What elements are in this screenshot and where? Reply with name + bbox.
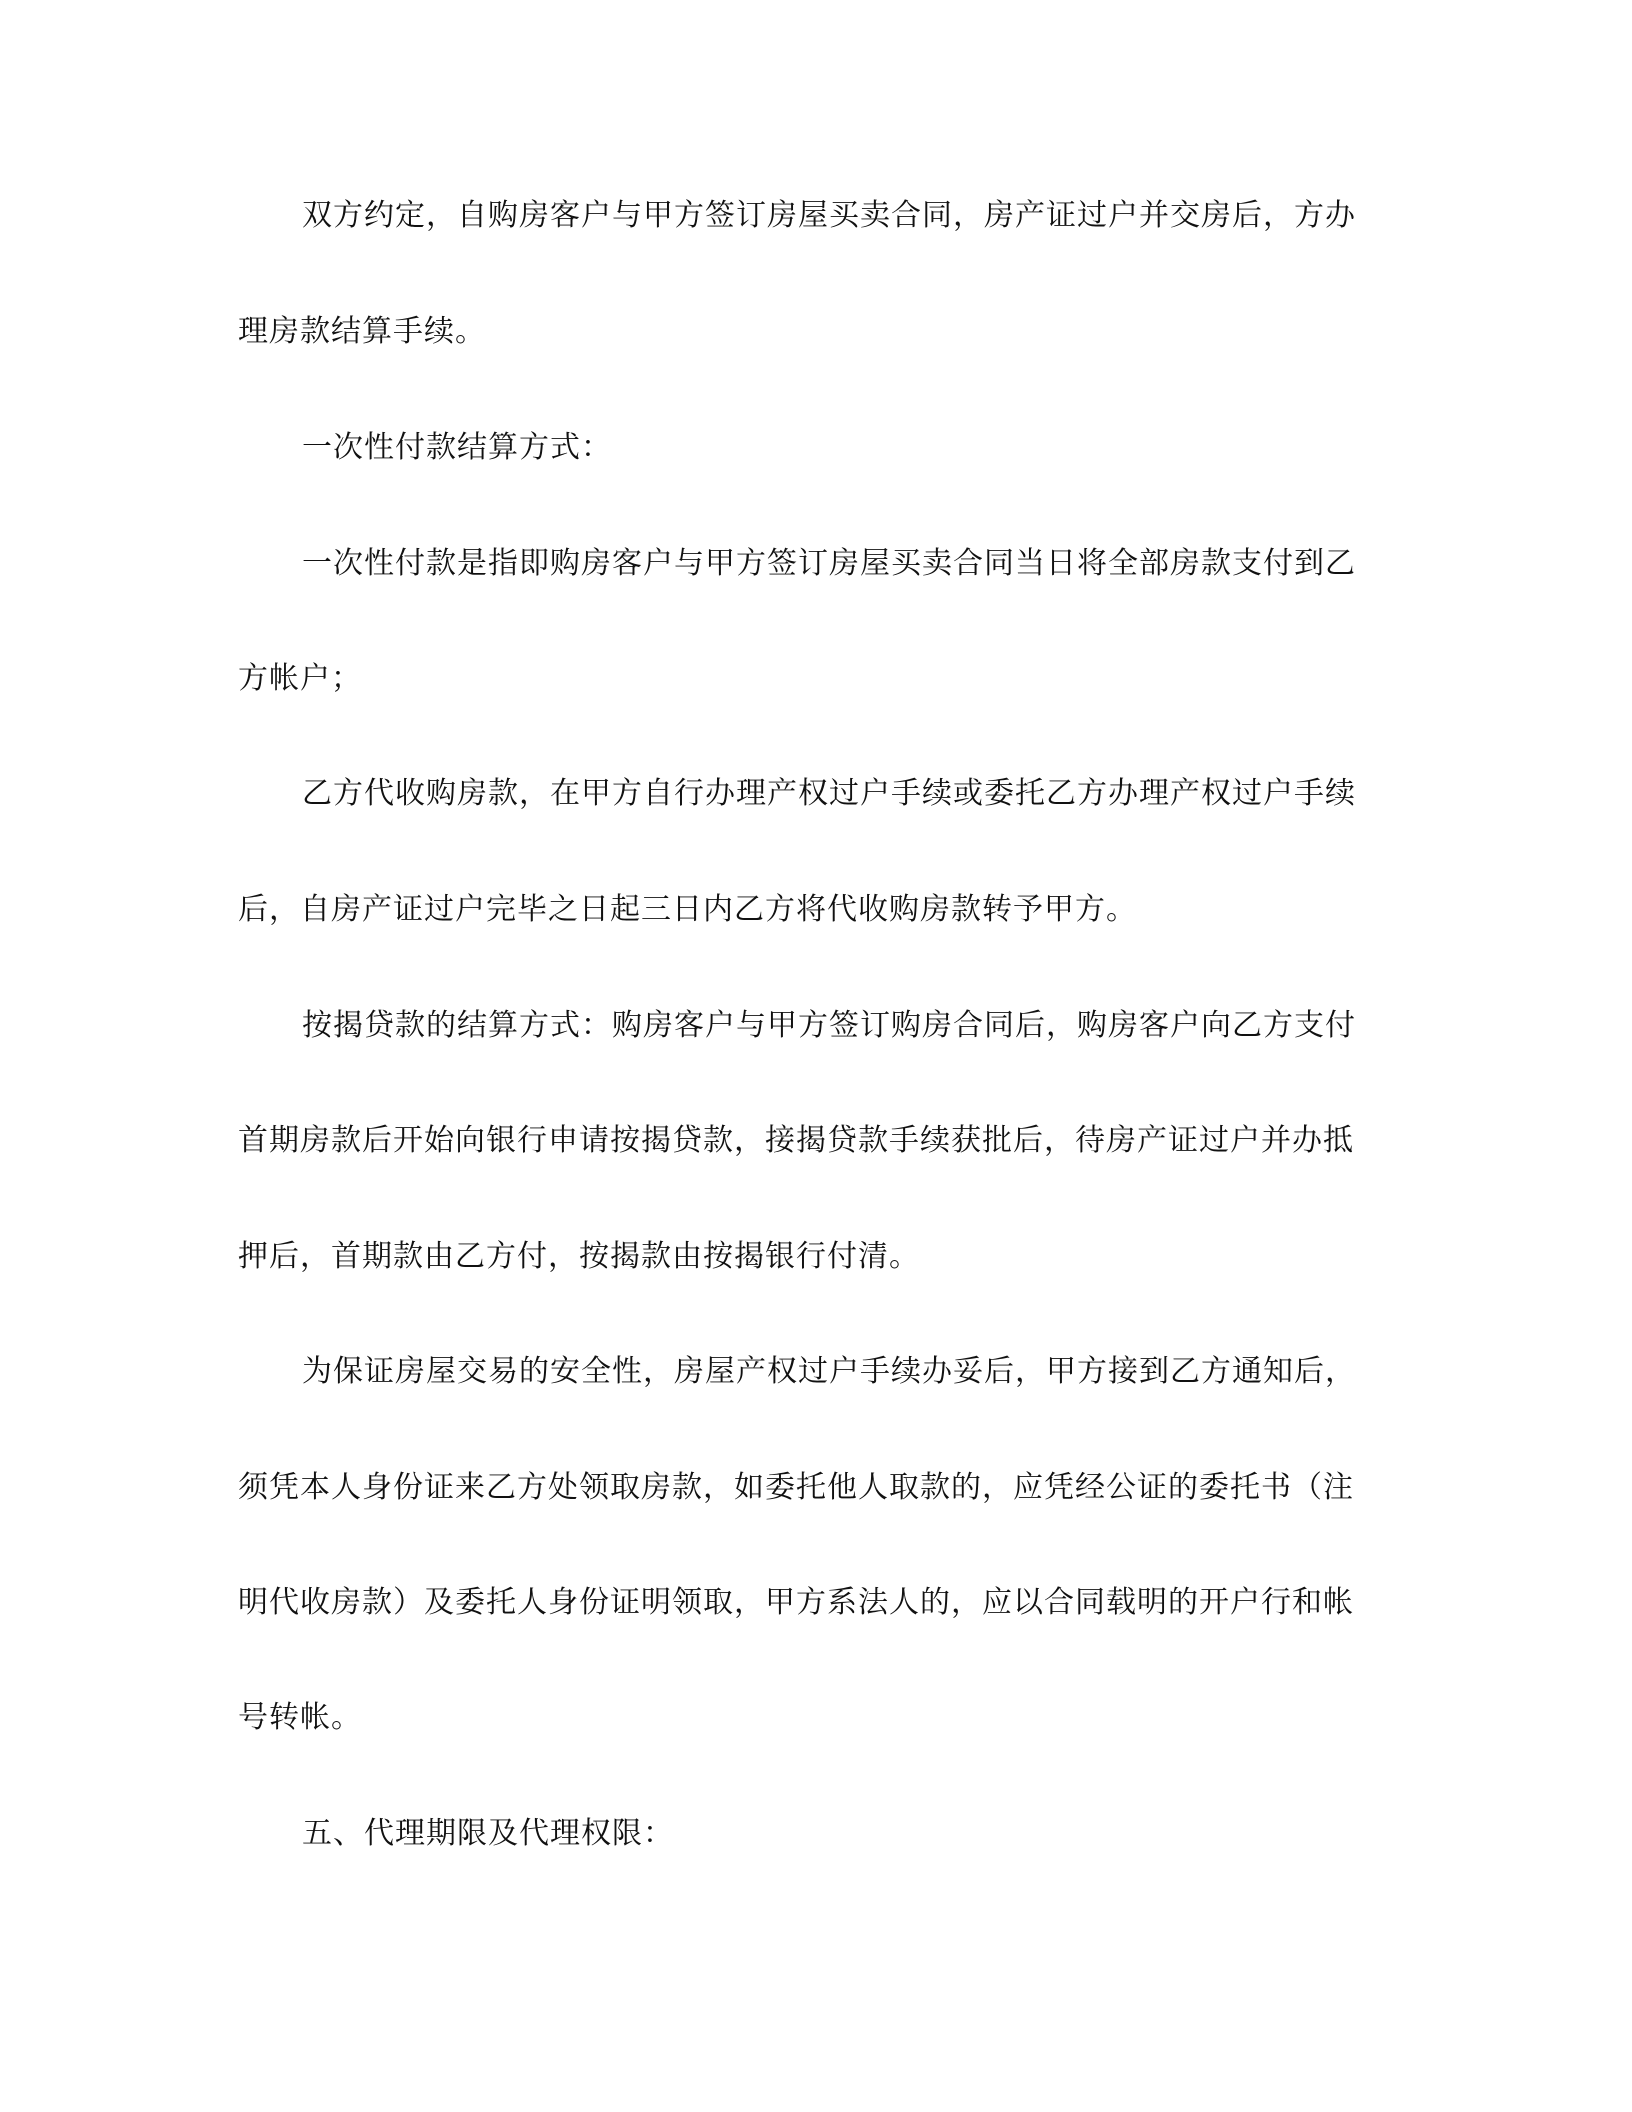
paragraph-line: 须凭本人身份证来乙方处领取房款，如委托他人取款的，应凭经公证的委托书（注 xyxy=(238,1470,1354,1505)
section-heading: 一次性付款结算方式： xyxy=(302,430,612,465)
section-heading: 五、代理期限及代理权限： xyxy=(302,1816,674,1851)
paragraph-line: 一次性付款是指即购房客户与甲方签订房屋买卖合同当日将全部房款支付到乙 xyxy=(302,546,1356,581)
paragraph-line: 双方约定，自购房客户与甲方签订房屋买卖合同，房产证过户并交房后，方办 xyxy=(302,198,1356,233)
paragraph-line: 首期房款后开始向银行申请按揭贷款，接揭贷款手续获批后，待房产证过户并办抵 xyxy=(238,1123,1354,1158)
paragraph-line: 押后，首期款由乙方付，按揭款由按揭银行付清。 xyxy=(238,1239,920,1274)
paragraph-line: 为保证房屋交易的安全性，房屋产权过户手续办妥后，甲方接到乙方通知后， xyxy=(302,1354,1356,1389)
paragraph-line: 号转帐。 xyxy=(238,1700,362,1735)
paragraph-line: 乙方代收购房款，在甲方自行办理产权过户手续或委托乙方办理产权过户手续 xyxy=(302,776,1356,811)
paragraph-line: 理房款结算手续。 xyxy=(238,314,486,349)
paragraph-line: 方帐户； xyxy=(238,661,362,696)
paragraph-line: 后，自房产证过户完毕之日起三日内乙方将代收购房款转予甲方。 xyxy=(238,892,1137,927)
paragraph-line: 按揭贷款的结算方式：购房客户与甲方签订购房合同后，购房客户向乙方支付 xyxy=(302,1008,1356,1043)
paragraph-line: 明代收房款）及委托人身份证明领取，甲方系法人的，应以合同载明的开户行和帐 xyxy=(238,1585,1354,1620)
